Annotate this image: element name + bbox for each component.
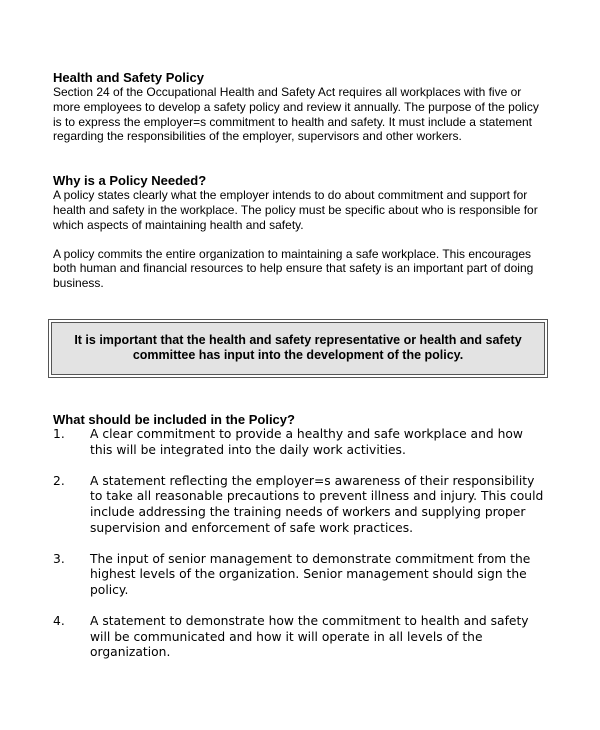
list-item-number: 3. (53, 551, 65, 566)
list-item (53, 552, 548, 599)
section-heading: Health and Safety Policy (53, 70, 204, 85)
section-heading: Why is a Policy Needed? (53, 173, 207, 189)
callout-text: It is important that the health and safety representative or health and safety committee has input into the development of the policy. (51, 322, 545, 375)
list-item-text: The input of senior management to demonstrate commitment from the highest levels of the organization. Senior management should sign the policy. (90, 551, 531, 597)
section-what-included (53, 412, 548, 661)
list-item (53, 614, 548, 661)
list-item (53, 474, 548, 536)
numbered-list (53, 427, 548, 661)
section-paragraph: A policy commits the entire organization to maintaining a safe workplace. This encourages both human and financial resources to help ensure that safety is an important part of doing business. (53, 246, 534, 291)
list-item-text: A statement to demonstrate how the commitment to health and safety will be communicated and how it will operate in all levels of the organization. (90, 614, 529, 660)
section-paragraph: A policy states clearly what the employer intends to do about commitment and support for health and safety in the workplace. The policy must be specific about who is responsible for which aspects of maintaining health and safety. (53, 188, 538, 232)
list-item (53, 427, 548, 458)
list-item-number: 2. (53, 473, 65, 488)
list-item-text: A statement reflecting the employer=s awareness of their responsibility to take all reasonable precautions to prevent illness and injury. This could include addressing the training needs of workers and supplying proper supervision and enforcement of safe work practices. (90, 473, 544, 535)
list-item-text: A clear commitment to provide a healthy and safe workplace and how this will be integrated into the daily work activities. (90, 426, 523, 457)
document-page (53, 70, 548, 676)
list-item-number: 4. (53, 614, 65, 629)
list-item-number: 1. (53, 426, 65, 441)
section-why-policy-needed (53, 173, 548, 291)
section-health-safety-policy (53, 70, 548, 144)
section-paragraph: Section 24 of the Occupational Health and Safety Act requires all workplaces with five or more employees to develop a safety policy and review it annually. The purpose of the policy is to express the employer=s commitment to health and safety. It must include a statement regarding the responsibilities of the employer, supervisors and other workers. (53, 85, 539, 144)
section-heading: What should be included in the Policy? (53, 411, 295, 427)
callout-box (48, 319, 548, 378)
